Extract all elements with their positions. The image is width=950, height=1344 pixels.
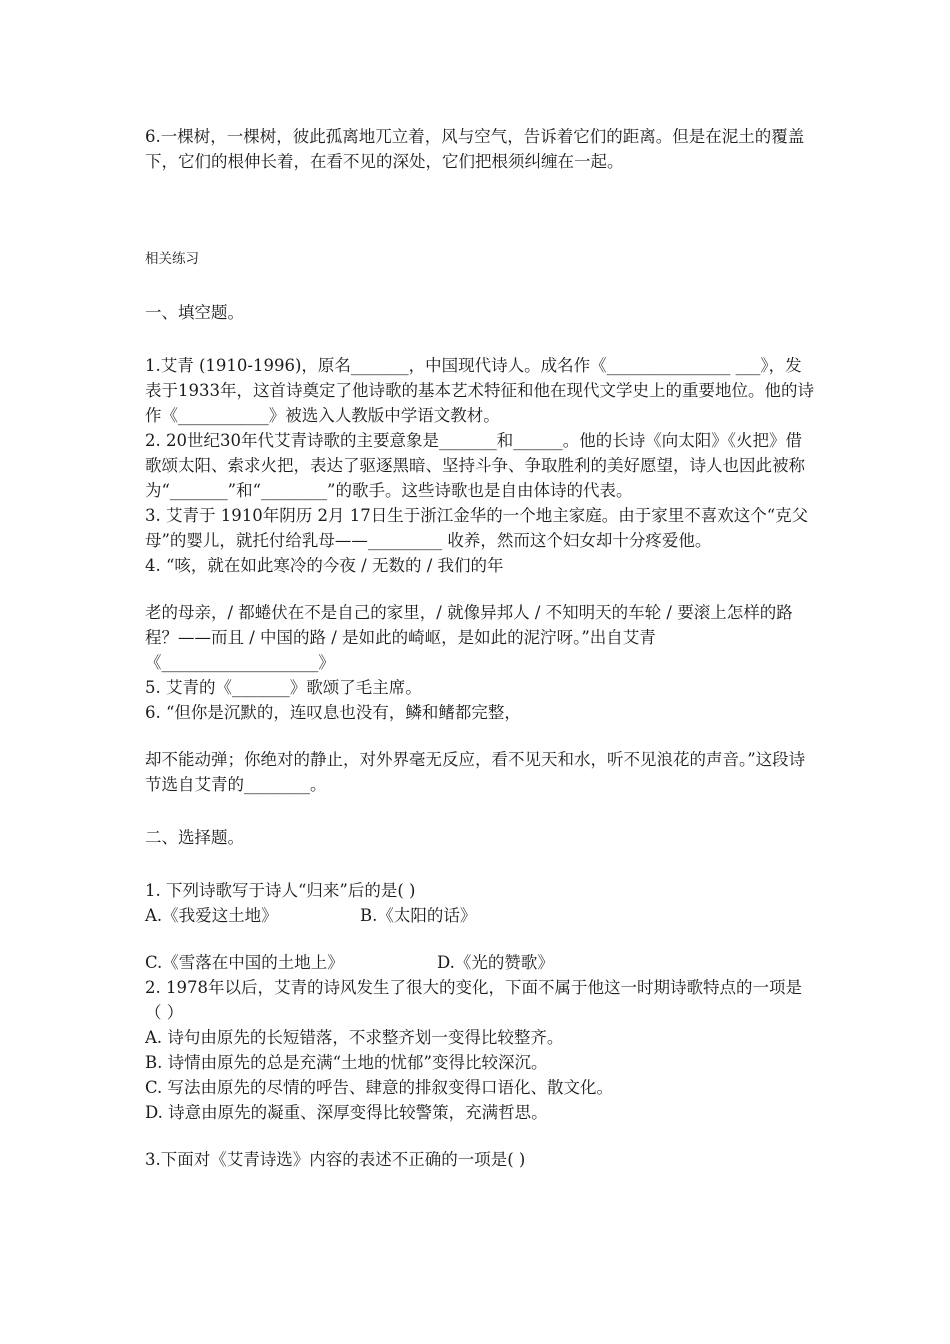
choice-2-option-d: D. 诗意由原先的凝重、深厚变得比较警策，充满哲思。	[145, 1103, 548, 1122]
fill-question-1: 1.艾青 (1910-1996)，原名_______，中国现代诗人。成名作《_______________ ___》，发表于1933年，这首诗奠定了他诗歌的基本艺术特征和他在现代文学史上的重要地位。他的诗作《___________》被选入人教版中学语文教材。	[145, 356, 814, 425]
intro-paragraph: 6.一棵树，一棵树，彼此孤离地兀立着，风与空气，告诉着它们的距离。但是在泥土的覆盖下，它们的根伸长着，在看不见的深处，它们把根须纠缠在一起。	[145, 127, 805, 171]
choice-question-3: 3.下面对《艾青诗选》内容的表述不正确的一项是( )	[145, 1150, 526, 1169]
choice-1-options-ab	[145, 903, 815, 928]
fill-question-3: 3. 艾青于 1910年阴历 2月 17日生于浙江金华的一个地主家庭。由于家里不喜欢这个“克父母”的婴儿，就托付给乳母——_________ 收养，然而这个妇女却十分疼爱他。	[145, 506, 809, 550]
fill-question-4-line2: 老的母亲，/ 都蜷伏在不是自己的家里，/ 就像异邦人 / 不知明天的车轮 / 要滚上怎样的路程？——而且 / 中国的路 / 是如此的崎岖，是如此的泥泞呀。”出自艾青《___________________》	[145, 603, 793, 672]
choice-question-2: 2. 1978年以后，艾青的诗风发生了很大的变化，下面不属于他这一时期诗歌特点的一项是（ ）	[145, 978, 802, 1022]
fill-question-4-line1: 4. “咳，就在如此寒冷的今夜 / 无数的 / 我们的年	[145, 556, 504, 575]
choice-2-option-a: A. 诗句由原先的长短错落，不求整齐划一变得比较整齐。	[145, 1028, 564, 1047]
choice-section-title: 二、选择题。	[145, 828, 244, 847]
fill-question-2: 2. 20世纪30年代艾青诗歌的主要意象是_______和______。他的长诗《向太阳》《火把》借歌颂太阳、索求火把，表达了驱逐黑暗、坚持斗争、争取胜利的美好愿望，诗人也因此被称为“_______”和“________”的歌手。这些诗歌也是自由体诗的代表。	[145, 431, 805, 500]
fill-section-title: 一、填空题。	[145, 303, 244, 322]
document-page	[145, 124, 815, 1172]
fill-question-6-line1: 6. “但你是沉默的，连叹息也没有，鳞和鳍都完整，	[145, 703, 521, 722]
choice-1-option-c: C.《雪落在中国的土地上》	[145, 953, 344, 972]
choice-1-option-a: A.《我爱这土地》	[145, 906, 278, 925]
choice-2-option-c: C. 写法由原先的尽情的呼告、肆意的排叙变得口语化、散文化。	[145, 1078, 614, 1097]
choice-question-1: 1. 下列诗歌写于诗人“归来”后的是( )	[145, 881, 416, 900]
section-heading: 相关练习	[145, 251, 199, 267]
fill-question-6-line2: 却不能动弹；你绝对的静止，对外界毫无反应，看不见天和水，听不见浪花的声音。”这段诗节选自艾青的________。	[145, 750, 806, 794]
choice-2-option-b: B. 诗情由原先的总是充满“土地的忧郁”变得比较深沉。	[145, 1053, 548, 1072]
choice-1-option-b: B.《太阳的话》	[360, 906, 477, 925]
choice-1-options-cd	[145, 950, 815, 975]
fill-question-5: 5. 艾青的《_______》歌颂了毛主席。	[145, 678, 422, 697]
choice-1-option-d: D.《光的赞歌》	[437, 953, 554, 972]
